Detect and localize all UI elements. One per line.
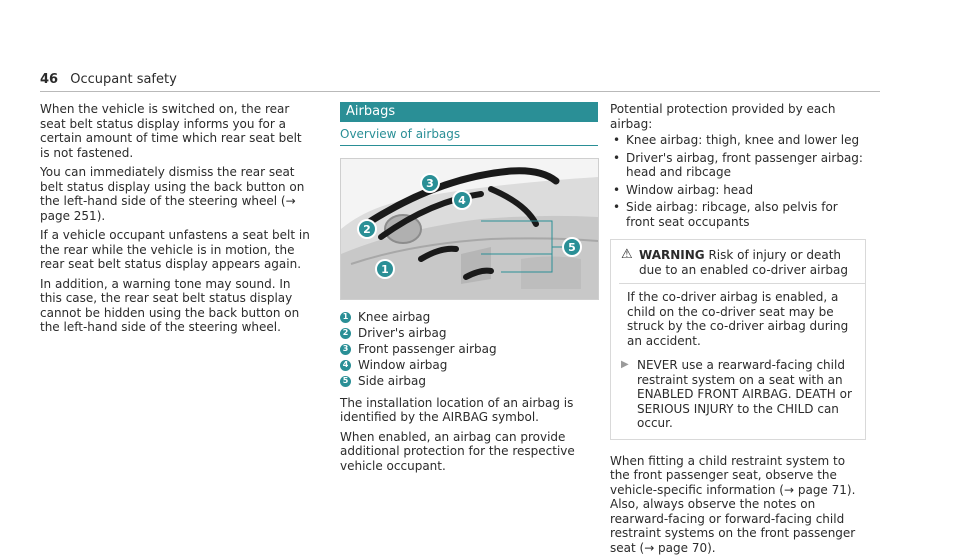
column-middle [340,102,598,478]
warning-divider [619,283,865,284]
legend-number: 3 [340,344,351,355]
legend-item [340,358,598,374]
bullet-icon: • [613,150,621,165]
legend-label: Front passenger airbag [358,342,497,357]
bullet-icon: • [613,182,621,197]
svg-text:3: 3 [426,176,434,190]
svg-text:2: 2 [363,222,371,236]
car-interior-illustration [341,159,598,299]
legend-number: 1 [340,312,351,323]
warning-triangle-icon: ⚠ [621,247,633,262]
airbag-diagram [340,158,599,300]
legend-item [340,326,598,342]
legend-label: Side airbag [358,374,426,389]
list-item: • Side airbag: ribcage, also pelvis for front seat occupants [613,200,838,229]
warning-body: If the co-driver airbag is enabled, a child on the co-driver seat may be struck by the co-driver airbag during an accident. [627,290,849,348]
action-arrow-icon: ▶ [621,359,629,370]
action-text: NEVER use a rearward-facing child restraint system on a seat with an ENABLED FRONT AIRBAG. DEATH or SERIOUS INJURY to the CHILD can occur. [637,358,852,430]
legend-item [340,374,598,390]
callout-5 [563,238,581,256]
warning-header [619,248,857,277]
legend-item [340,310,598,326]
warning-label: WARNING [639,248,705,262]
svg-text:5: 5 [568,240,576,254]
paragraph: You can immediately dismiss the rear seat belt status display using the back button on the left-hand side of the steering wheel (→ page 251). [40,165,305,223]
callout-1 [376,260,394,278]
column-right [610,102,866,560]
list-item: • Knee airbag: thigh, knee and lower leg [613,133,860,147]
legend-number: 2 [340,328,351,339]
svg-text:4: 4 [458,193,466,207]
page-number: 46 [40,72,59,87]
paragraph: When fitting a child restraint system to the front passenger seat, observe the vehicle-specific information (→ page 71). Also, always observe the notes on rearward-facing or forward-facing child restraint systems on the front passenger seat (→ page 70). [610,453,856,555]
svg-text:1: 1 [381,262,389,276]
bullet-icon: • [613,200,621,214]
header-divider [40,91,880,92]
legend-number: 5 [340,376,351,387]
airbag-legend [340,310,598,390]
legend-item [340,342,598,358]
section-heading: Airbags [340,102,598,122]
callout-2 [358,220,376,238]
legend-label: Driver's airbag [358,326,447,341]
list-item: • Window airbag: head [613,182,754,197]
legend-label: Window airbag [358,358,448,373]
warning-box [610,239,866,440]
page-header [40,72,177,87]
paragraph: The installation location of an airbag is identified by the AIRBAG symbol. [340,395,574,424]
callout-3 [421,174,439,192]
running-title: Occupant safety [70,72,177,87]
subheading: Overview of airbags [340,127,598,146]
callout-4 [453,191,471,209]
paragraph: When enabled, an airbag can provide additional protection for the respective vehicle occupant. [340,429,575,473]
protection-list [610,133,866,229]
paragraph: In addition, a warning tone may sound. In this case, the rear seat belt status display cannot be hidden using the back button on the left-hand side of the steering wheel. [40,276,300,334]
column-left [40,102,312,340]
warning-title: Risk of injury or death due to an enabled co-driver airbag [639,248,848,277]
warning-action [619,358,857,431]
legend-number: 4 [340,360,351,371]
intro-text: Potential protection provided by each airbag: [610,102,836,131]
paragraph: When the vehicle is switched on, the rear seat belt status display informs you for a certain amount of time which rear seat belt is not fastened. [40,102,302,160]
paragraph: If a vehicle occupant unfastens a seat belt in the rear while the vehicle is in motion, the rear seat belt status display appears again. [40,228,310,271]
legend-label: Knee airbag [358,310,431,325]
bullet-icon: • [613,133,621,147]
list-item: • Driver's airbag, front passenger airbag: head and ribcage [613,150,863,179]
